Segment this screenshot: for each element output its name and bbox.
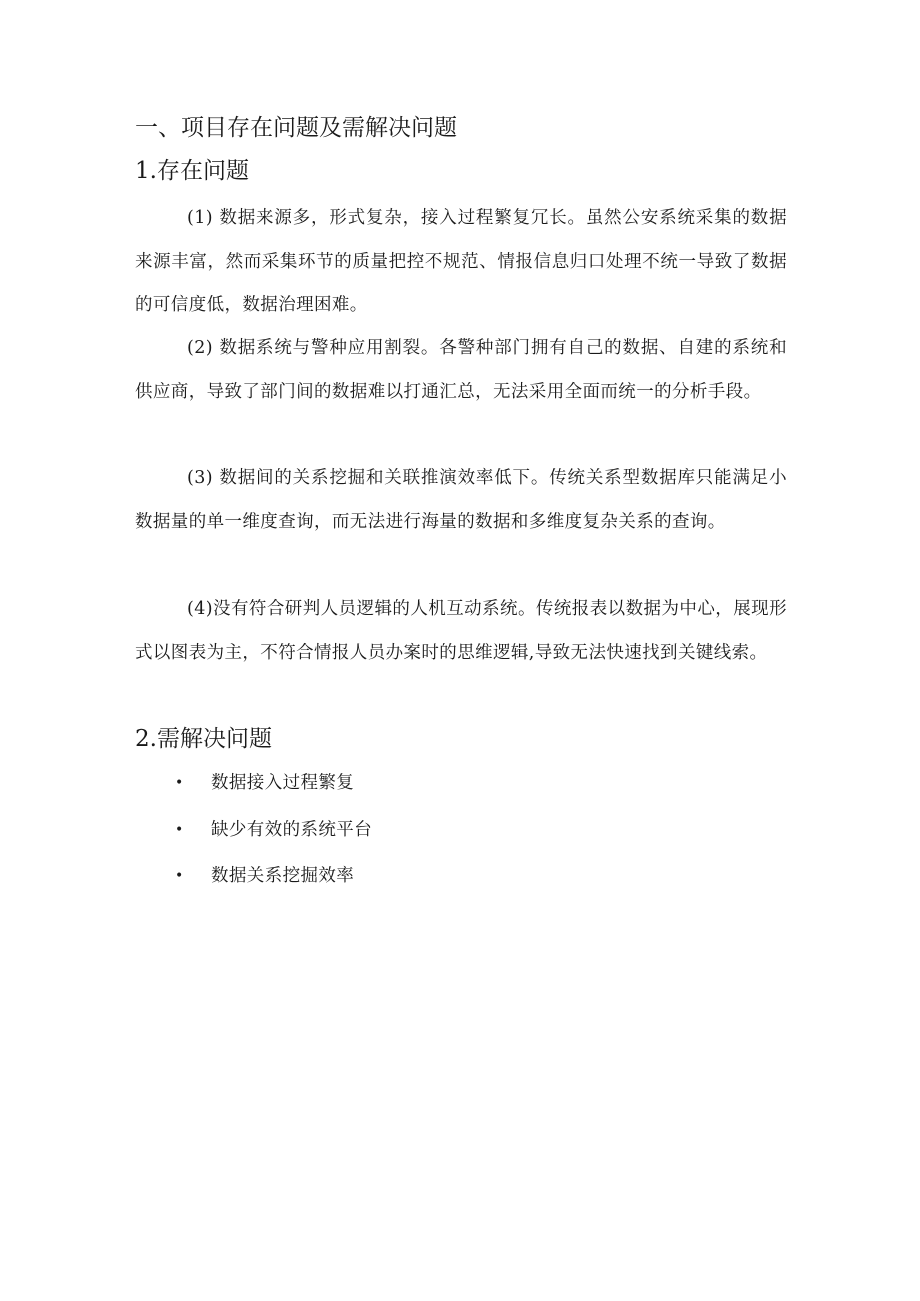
list-item-text: 缺少有效的系统平台 bbox=[211, 819, 373, 840]
list-item bbox=[175, 764, 372, 811]
list-item bbox=[175, 857, 372, 904]
paragraph-problem-2: (2) 数据系统与警种应用割裂。各警种部门拥有自己的数据、自建的系统和供应商，导致了部门间的数据难以打通汇总，无法采用全面而统一的分析手段。 bbox=[135, 338, 787, 402]
paragraph-problem-4: (4)没有符合研判人员逻辑的人机互动系统。传统报表以数据为中心，展现形式以图表为主，不符合情报人员办案时的思维逻辑,导致无法快速找到关键线索。 bbox=[135, 599, 787, 663]
subsection-heading-problems-to-solve: 2.需解决问题 bbox=[135, 726, 272, 752]
problems-to-solve-list bbox=[175, 764, 372, 904]
bullet-icon: • bbox=[175, 775, 184, 791]
section-title: 一、项目存在问题及需解决问题 bbox=[135, 115, 457, 141]
list-item-text: 数据关系挖掘效率 bbox=[211, 866, 355, 886]
paragraph-problem-3: (3) 数据间的关系挖掘和关联推演效率低下。传统关系型数据库只能满足小数据量的单一维度查询，而无法进行海量的数据和多维度复杂关系的查询。 bbox=[135, 468, 787, 532]
bullet-icon: • bbox=[175, 868, 184, 884]
list-item bbox=[175, 811, 372, 858]
paragraph-problem-1: (1) 数据来源多，形式复杂，接入过程繁复冗长。虽然公安系统采集的数据来源丰富，然而采集环节的质量把控不规范、情报信息归口处理不统一导致了数据的可信度低，数据治理困难。 bbox=[135, 208, 787, 315]
list-item-text: 数据接入过程繁复 bbox=[211, 773, 355, 793]
subsection-heading-existing-problems: 1.存在问题 bbox=[135, 158, 249, 184]
bullet-icon: • bbox=[175, 821, 184, 838]
